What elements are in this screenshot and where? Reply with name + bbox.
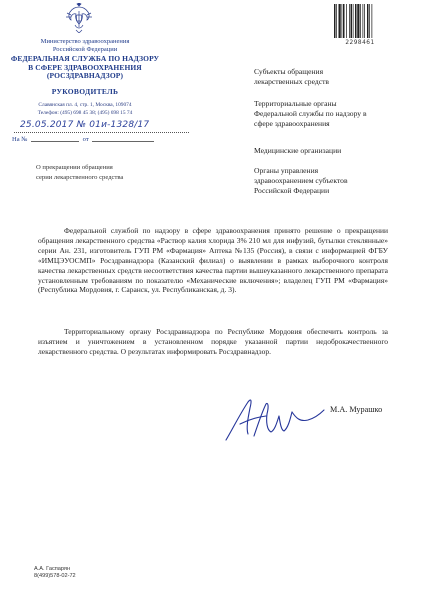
head-title: РУКОВОДИТЕЛЬ [51,87,119,96]
recipient-line: Органы управления [254,166,319,175]
executor-name: А.А. Гаспарян [34,566,71,572]
barcode-bar [349,4,350,38]
barcode-bar [339,4,341,38]
subject-line-2: серии лекарственного средства [36,173,124,181]
handwritten-signature [218,390,328,446]
barcode-bar [369,4,370,38]
recipient-line: здравоохранением субъектов [254,176,348,185]
barcode-bar [363,4,364,38]
recipient-3 [254,146,404,156]
barcode-bar [364,4,365,38]
outgoing-date-number [12,122,202,134]
agency-name [10,55,160,81]
barcode-bar [343,4,345,38]
handwritten-date: 25.05.2017 № 01и-1328/17 [20,120,150,130]
recipient-2 [254,99,404,129]
recipient-line: лекарственных средств [254,77,330,86]
barcode-bar [367,4,369,38]
recipient-4 [254,166,404,196]
ref-number-label: На № [12,136,28,143]
barcode-bar [342,4,343,38]
barcode-bar [336,4,337,38]
barcode-number: 2298461 [345,40,375,46]
letter-subject [36,163,176,182]
barcode-bar [355,4,357,38]
ministry-name [10,38,160,53]
barcode-bar [353,4,354,38]
address-line: Славянская пл. 4, стр. 1, Москва, 109074 [38,102,132,108]
barcode-bar [357,4,359,38]
barcode-bar [351,4,353,38]
reference-line [12,136,156,143]
signer-name: М.А. Мурашко [330,405,383,414]
recipient-line: сфере здравоохранения [254,119,330,128]
body-paragraph-2: Территориальному органу Росздравнадзора по Республике Мордовия обеспечить контроль за изъятием и уничтожением в установленном порядке указанной партии недоброкачественного лекарственного средства. О результатах информировать Росздравнадзор. [38,327,388,356]
agency-line-3: (РОСЗДРАВНАДЗОР) [46,71,124,81]
date-underline [14,132,189,133]
subject-line-1: О прекращении обращения [36,164,113,171]
recipient-line: Территориальные органы [254,99,337,108]
ref-date-label: от [82,136,89,143]
ref-number-blank [31,141,79,142]
recipient-line: Медицинские организации [254,146,342,155]
phone-line: Телефон: (495) 698 45 38; (495) 698 15 74 [37,110,133,116]
executor-phone: 8(499)578-02-72 [34,573,76,580]
body-paragraph-1: Федеральной службой по надзору в сфере здравоохранения принято решение о прекращении обращения лекарственного средства «Раствор калия хлорида 3% 210 мл для инфузий, бутылки стеклянные» серии Ан. 231, изготовитель ГУП РМ «Фармация» Аптека №135 (Россия), в связи с информацией ФГБУ «ИМЦЭУОСМП» Росздравнадзора (Казанский филиал) о выявлении в рамках выборочного контроля качества лекарственных средств несоответствия качества партии вышеуказанного лекарственного препарата установленным требованиям по показателю «Механические включения»; владелец ГУП РМ «Фармация» (Республика Мордовия, г. Саранск, ул. Республиканская, д. 3). [38,226,388,295]
barcode-bar [372,4,373,38]
barcode-bar [334,4,336,38]
barcode [334,4,384,38]
recipient-line: Российской Федерации [254,186,330,195]
recipient-1 [254,67,404,87]
russian-coat-of-arms-icon [66,3,92,33]
agency-line-1: ФЕДЕРАЛЬНАЯ СЛУЖБА ПО НАДЗОРУ [10,54,160,63]
recipient-line: Субъекты обращения [254,67,324,76]
barcode-bar [346,4,347,38]
ministry-line-2: Российской Федерации [52,45,118,53]
ref-date-blank [92,141,154,142]
barcode-bar [360,4,361,38]
executor-info [34,566,76,581]
recipient-line: Федеральной службы по надзору в [254,109,367,118]
agency-address [10,101,160,117]
ministry-line-1: Министерство здравоохранения [40,38,130,45]
agency-line-2: В СФЕРЕ ЗДРАВООХРАНЕНИЯ [28,62,142,72]
